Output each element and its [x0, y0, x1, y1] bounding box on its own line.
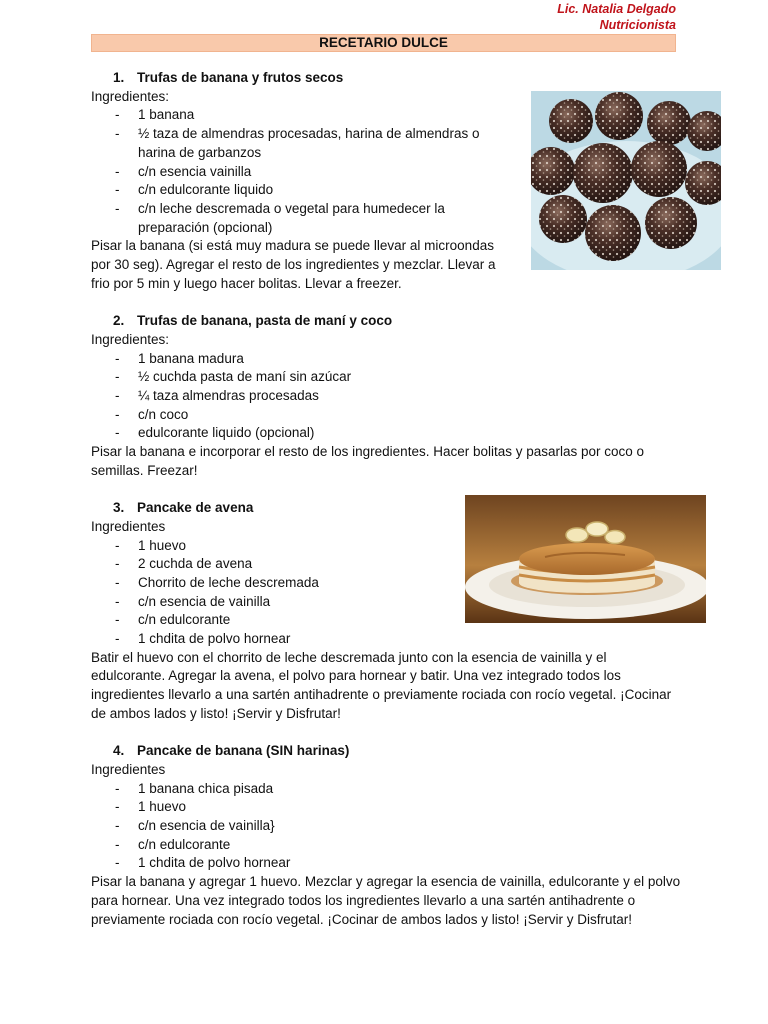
recipe-title: [91, 69, 681, 88]
author-credit: [557, 1, 676, 33]
author-name: Lic. Natalia Delgado: [557, 2, 676, 16]
recipe-number: 3.: [113, 500, 125, 516]
ingredient-item: - c/n edulcorante: [91, 836, 681, 855]
ingredient-item: - c/n edulcorante liquido: [91, 181, 511, 200]
recipe-title: [91, 312, 681, 331]
recipe-number: 2.: [113, 313, 125, 329]
recipe-instructions: Pisar la banana (si está muy madura se puede llevar al microondas por 30 seg). Agregar el resto de los ingredientes y mezclar. Llevar a frio por 5 min y luego hacer bolitas. Llevar a freezer.: [91, 238, 496, 291]
author-title: Nutricionista: [599, 18, 676, 32]
ingredients-label: Ingredientes:: [91, 331, 170, 347]
recipe-name: Trufas de banana y frutos secos: [137, 70, 344, 85]
ingredient-item: - 1 banana chica pisada: [91, 780, 681, 799]
ingredient-item: - c/n edulcorante: [91, 611, 681, 630]
recipe-number: 1.: [113, 70, 125, 85]
ingredients-list: [91, 780, 681, 874]
ingredient-item: - ½ taza de almendras procesadas, harina de almendras o harina de garbanzos: [91, 125, 511, 162]
ingredient-item: - c/n esencia de vainilla: [91, 593, 681, 612]
document-title: RECETARIO DULCE: [91, 34, 676, 52]
ingredient-item: - c/n leche descremada o vegetal para humedecer la preparación (opcional): [91, 200, 511, 237]
ingredient-item: - c/n esencia de vainilla}: [91, 817, 681, 836]
ingredients-label: Ingredientes: [91, 761, 166, 777]
ingredient-item: - 2 cuchda de avena: [91, 555, 681, 574]
recipe-number: 4.: [113, 743, 125, 759]
recipe-2: [91, 312, 681, 480]
ingredients-list: [91, 350, 681, 444]
ingredients-label: Ingredientes:: [91, 88, 170, 104]
recipe-instructions: Pisar la banana e incorporar el resto de los ingredientes. Hacer bolitas y pasarlas por coco o semillas. Freezar!: [91, 444, 645, 478]
ingredients-label: Ingredientes: [91, 518, 166, 534]
truffles-photo: [531, 91, 721, 270]
ingredient-item: - 1 chdita de polvo hornear: [91, 630, 681, 649]
recipe-name: Pancake de banana (SIN harinas): [137, 743, 350, 759]
ingredient-item: - c/n esencia vainilla: [91, 163, 511, 182]
ingredient-item: - c/n coco: [91, 406, 681, 425]
ingredient-item: - 1 banana madura: [91, 350, 681, 369]
ingredient-item: - edulcorante liquido (opcional): [91, 424, 681, 443]
ingredient-item: - Chorrito de leche descremada: [91, 574, 681, 593]
recipe-title: [91, 742, 681, 761]
ingredient-item: - 1 chdita de polvo hornear: [91, 854, 681, 873]
recipe-instructions: Batir el huevo con el chorrito de leche descremada junto con la esencia de vainilla y el edulcorante. Agregar la avena, el polvo para hornear y batir. Una vez integrado todos los ingredientes llevarlo a una sartén antihadrente o previamente rociada con rocío vegetal. ¡Cocinar de ambos lados y listo! ¡Servir y Disfrutar!: [91, 649, 672, 721]
pancake-photo: [465, 495, 706, 623]
ingredient-item: - 1 banana: [91, 106, 511, 125]
ingredient-item: - ½ cuchda pasta de maní sin azúcar: [91, 368, 681, 387]
pancake-illustration: [465, 495, 706, 623]
ingredient-item: - ¼ taza almendras procesadas: [91, 387, 681, 406]
ingredients-list: [91, 106, 511, 237]
recipe-name: Trufas de banana, pasta de maní y coco: [137, 313, 393, 329]
recipe-instructions: Pisar la banana y agregar 1 huevo. Mezclar y agregar la esencia de vainilla, edulcorante y el polvo para hornear. Una vez integrado todos los ingredientes llevarlo a una sartén antihadrente o previamente rociada con rocío vegetal. ¡Cocinar de ambos lados y listo! ¡Servir y Disfrutar!: [91, 874, 681, 927]
truffles-illustration: [531, 91, 721, 270]
recipe-name: Pancake de avena: [137, 500, 254, 516]
ingredient-item: - 1 huevo: [91, 798, 681, 817]
recipe-4: [91, 742, 681, 929]
ingredient-item: - 1 huevo: [91, 537, 681, 556]
